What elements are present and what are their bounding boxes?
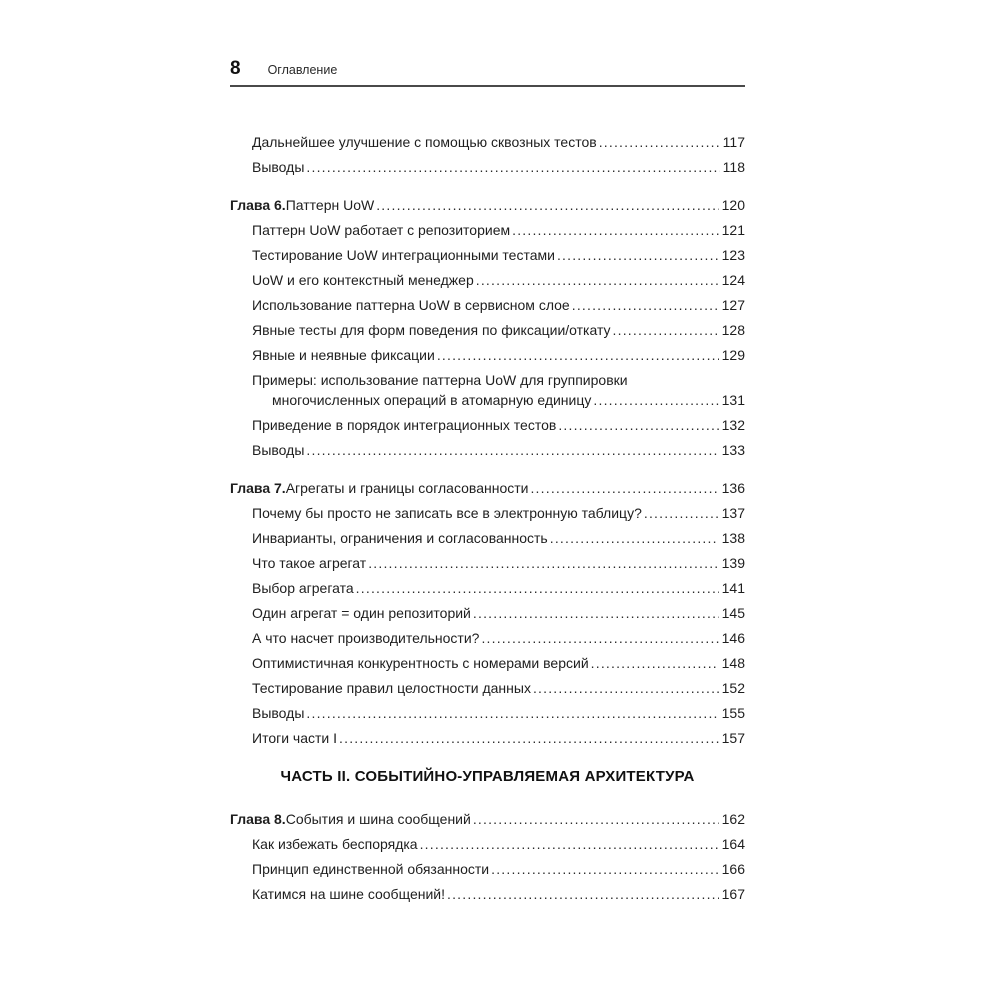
dot-leader xyxy=(591,655,719,671)
entry-page-number: 127 xyxy=(721,297,745,313)
toc-entry xyxy=(252,861,745,877)
entry-page-number: 117 xyxy=(722,134,745,150)
entry-page-number: 145 xyxy=(721,605,745,621)
toc-entry xyxy=(252,886,745,902)
entry-page-number: 123 xyxy=(721,247,745,263)
toc-entry-wrapped xyxy=(230,372,745,408)
entry-page-number: 141 xyxy=(721,580,745,596)
entry-page-number: 131 xyxy=(721,392,745,408)
toc-section xyxy=(230,798,745,902)
toc-entry xyxy=(252,159,745,175)
chapter-number: Глава 6. xyxy=(230,197,286,213)
entry-label: Как избежать беспорядка xyxy=(252,836,418,852)
dot-leader xyxy=(481,630,718,646)
entry-page-number: 164 xyxy=(721,836,745,852)
chapter-title: События и шина сообщений xyxy=(285,811,471,827)
dot-leader xyxy=(339,730,719,746)
entry-page-number: 129 xyxy=(721,347,745,363)
toc-entry xyxy=(252,580,745,596)
entry-page-number: 166 xyxy=(721,861,745,877)
toc-chapter-heading xyxy=(230,184,745,213)
entry-label: Что такое агрегат xyxy=(252,555,367,571)
dot-leader xyxy=(572,297,719,313)
toc-chapter-heading xyxy=(230,798,745,827)
toc-entry xyxy=(252,322,745,338)
entry-label: Явные тесты для форм поведения по фиксации/откату xyxy=(252,322,611,338)
dot-leader xyxy=(557,247,719,263)
dot-leader xyxy=(356,580,719,596)
entry-label: Выводы xyxy=(252,705,305,721)
entry-label: Итоги части I xyxy=(252,730,338,746)
chapter-number: Глава 7. xyxy=(230,480,286,496)
dot-leader xyxy=(306,705,718,721)
toc-entry xyxy=(252,655,745,671)
dot-leader xyxy=(558,417,718,433)
dot-leader xyxy=(306,159,719,175)
entry-label: Инварианты, ограничения и согласованность xyxy=(252,530,548,546)
toc-entry xyxy=(252,555,745,571)
entry-page-number: 167 xyxy=(721,886,745,902)
entry-label: Оптимистичная конкурентность с номерами версий xyxy=(252,655,589,671)
entry-page-number: 132 xyxy=(721,417,745,433)
toc-entry xyxy=(252,247,745,263)
toc-entry xyxy=(252,272,745,288)
toc-entry-continuation xyxy=(272,392,745,408)
entry-label: Выбор агрегата xyxy=(252,580,354,596)
page-content xyxy=(230,60,745,911)
dot-leader xyxy=(447,886,719,902)
chapter-title: Агрегаты и границы согласованности xyxy=(285,480,529,496)
table-of-contents xyxy=(230,134,745,902)
entry-page-number: 155 xyxy=(721,705,745,721)
entry-label: Почему бы просто не записать все в электронную таблицу? xyxy=(252,505,642,521)
entry-page-number: 133 xyxy=(721,442,745,458)
toc-entry xyxy=(252,505,745,521)
entry-label: Дальнейшее улучшение с помощью сквозных тестов xyxy=(252,134,597,150)
dot-leader xyxy=(533,680,719,696)
entry-label: Приведение в порядок интеграционных тестов xyxy=(252,417,557,433)
entry-label: А что насчет производительности? xyxy=(252,630,480,646)
entry-label: Принцип единственной обязанности xyxy=(252,861,490,877)
toc-entry xyxy=(252,347,745,363)
entry-page-number: 148 xyxy=(721,655,745,671)
entry-label: Тестирование правил целостности данных xyxy=(252,680,531,696)
entry-page-number: 157 xyxy=(721,730,745,746)
entry-label-line2: многочисленных операций в атомарную единицу xyxy=(272,392,592,408)
entry-label-line1: Примеры: использование паттерна UoW для группировки xyxy=(252,372,628,388)
dot-leader xyxy=(473,811,719,827)
dot-leader xyxy=(644,505,719,521)
toc-section xyxy=(230,184,745,458)
entry-page-number: 120 xyxy=(721,197,745,213)
dot-leader xyxy=(437,347,719,363)
toc-entry xyxy=(252,134,745,150)
chapter-number: Глава 8. xyxy=(230,811,286,827)
entry-page-number: 152 xyxy=(721,680,745,696)
part-heading: ЧАСТЬ II. СОБЫТИЙНО-УПРАВЛЯЕМАЯ АРХИТЕКТУРА xyxy=(280,768,695,785)
dot-leader xyxy=(512,222,719,238)
entry-label: UoW и его контекстный менеджер xyxy=(252,272,474,288)
entry-page-number: 128 xyxy=(721,322,745,338)
toc-section xyxy=(230,134,745,175)
toc-section xyxy=(230,467,745,746)
dot-leader xyxy=(306,442,718,458)
toc-chapter-heading xyxy=(230,467,745,496)
toc-part-block xyxy=(230,755,745,785)
entry-page-number: 136 xyxy=(721,480,745,496)
dot-leader xyxy=(599,134,720,150)
entry-page-number: 139 xyxy=(721,555,745,571)
dot-leader xyxy=(473,605,719,621)
toc-entry xyxy=(252,730,745,746)
toc-entry xyxy=(252,836,745,852)
dot-leader xyxy=(593,392,718,408)
toc-entry xyxy=(252,222,745,238)
toc-entry xyxy=(252,605,745,621)
toc-entry xyxy=(252,442,745,458)
toc-entry xyxy=(252,705,745,721)
running-title: Оглавление xyxy=(267,63,338,77)
dot-leader xyxy=(420,836,719,852)
running-head xyxy=(230,60,745,87)
entry-label: Тестирование UoW интеграционными тестами xyxy=(252,247,555,263)
toc-entry xyxy=(252,630,745,646)
chapter-title: Паттерн UoW xyxy=(285,197,375,213)
entry-label: Паттерн UoW работает с репозиторием xyxy=(252,222,511,238)
dot-leader xyxy=(476,272,719,288)
entry-page-number: 121 xyxy=(721,222,745,238)
dot-leader xyxy=(613,322,719,338)
entry-label: Один агрегат = один репозиторий xyxy=(252,605,471,621)
entry-label: Использование паттерна UoW в сервисном слое xyxy=(252,297,570,313)
entry-page-number: 138 xyxy=(721,530,745,546)
dot-leader xyxy=(491,861,719,877)
entry-page-number: 146 xyxy=(721,630,745,646)
dot-leader xyxy=(376,197,718,213)
page-number: 8 xyxy=(230,58,241,79)
entry-page-number: 137 xyxy=(721,505,745,521)
toc-entry xyxy=(252,680,745,696)
dot-leader xyxy=(550,530,719,546)
entry-label: Катимся на шине сообщений! xyxy=(252,886,445,902)
entry-label: Выводы xyxy=(252,159,305,175)
entry-page-number: 162 xyxy=(721,811,745,827)
entry-label: Явные и неявные фиксации xyxy=(252,347,435,363)
toc-entry xyxy=(252,297,745,313)
entry-page-number: 118 xyxy=(722,159,745,175)
dot-leader xyxy=(368,555,718,571)
entry-page-number: 124 xyxy=(721,272,745,288)
toc-entry xyxy=(252,417,745,433)
entry-label: Выводы xyxy=(252,442,305,458)
dot-leader xyxy=(530,480,718,496)
toc-entry xyxy=(252,530,745,546)
